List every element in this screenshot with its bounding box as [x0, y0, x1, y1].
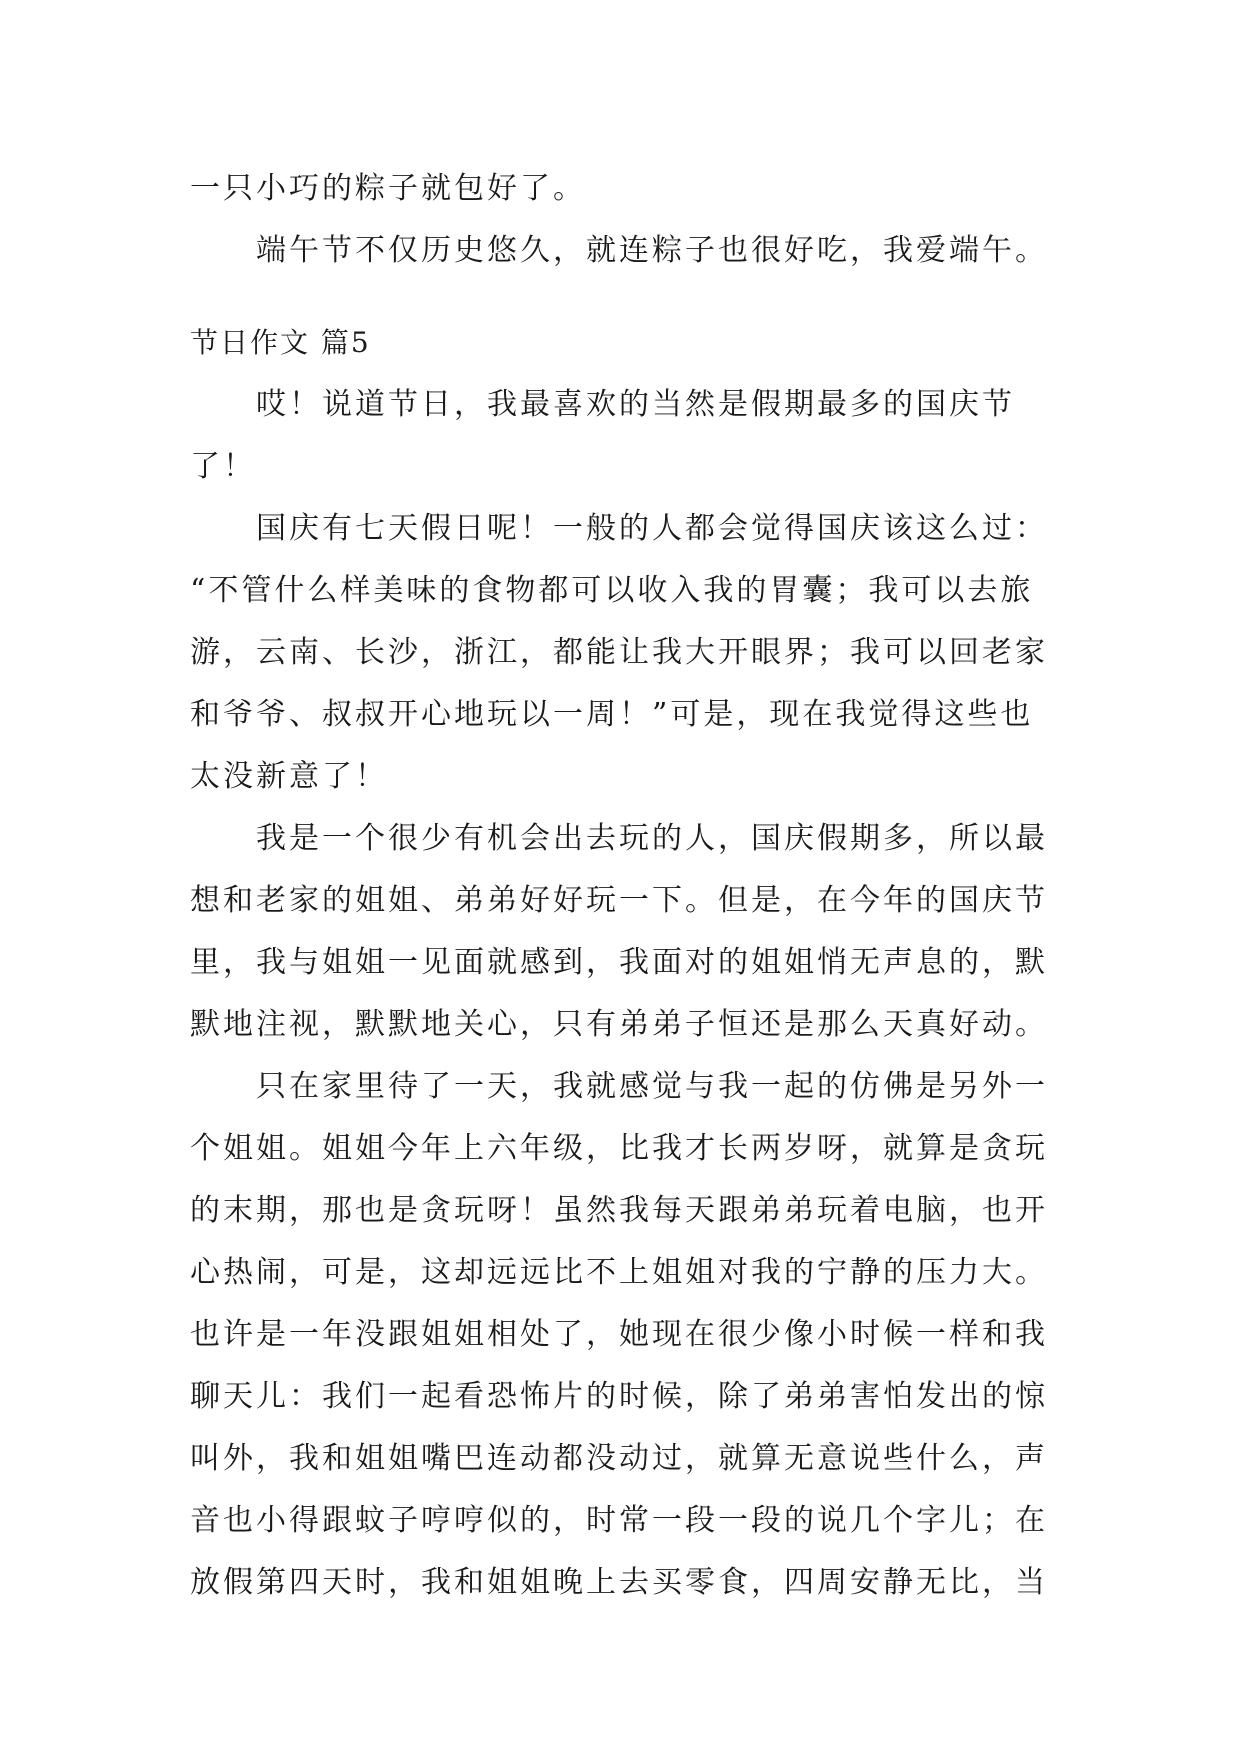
- text-line: 哎！说道节日，我最喜欢的当然是假期最多的国庆节: [256, 387, 1015, 422]
- text-line: 音也小得跟蚊子哼哼似的，时常一段一段的说几个字儿；在: [190, 1503, 1048, 1538]
- text-line: 默地注视，默默地关心，只有弟弟子恒还是那么天真好动。: [190, 1007, 1048, 1042]
- text-line: 游，云南、长沙，浙江，都能让我大开眼界；我可以回老家: [190, 635, 1048, 670]
- text-line: 和爷爷、叔叔开心地玩以一周！”可是，现在我觉得这些也: [190, 697, 1034, 732]
- paragraph: [190, 374, 1070, 498]
- text-line: “不管什么样美味的食物都可以收入我的胃囊；我可以去旅: [190, 573, 1034, 608]
- text-line: 国庆有七天假日呢！一般的人都会觉得国庆该这么过：: [256, 511, 1048, 546]
- paragraph: [190, 808, 1070, 1056]
- text-line: 聊天儿：我们一起看恐怖片的时候，除了弟弟害怕发出的惊: [190, 1379, 1048, 1414]
- text-line: 太没新意了！: [190, 759, 388, 794]
- text-line: 只在家里待了一天，我就感觉与我一起的仿佛是另外一: [256, 1069, 1048, 1104]
- text-line: 的末期，那也是贪玩呀！虽然我每天跟弟弟玩着电脑，也开: [190, 1193, 1048, 1228]
- text-line: 一只小巧的粽子就包好了。: [190, 171, 586, 206]
- paragraph: [190, 1056, 1070, 1614]
- text-line: 里，我与姐姐一见面就感到，我面对的姐姐悄无声息的，默: [190, 945, 1048, 980]
- text-line: 个姐姐。姐姐今年上六年级，比我才长两岁呀，就算是贪玩: [190, 1131, 1048, 1166]
- text-line: 了！: [190, 449, 256, 484]
- text-line: 想和老家的姐姐、弟弟好好玩一下。但是，在今年的国庆节: [190, 883, 1048, 918]
- text-line: 端午节不仅历史悠久，就连粽子也很好吃，我爱端午。: [256, 233, 1048, 268]
- text-line: 我是一个很少有机会出去玩的人，国庆假期多，所以最: [256, 821, 1048, 856]
- text-line: 叫外，我和姐姐嘴巴连动都没动过，就算无意说些什么，声: [190, 1441, 1048, 1476]
- document-body: [190, 158, 1070, 1614]
- text-line: 心热闹，可是，这却远远比不上姐姐对我的宁静的压力大。: [190, 1255, 1048, 1290]
- text-line: 也许是一年没跟姐姐相处了，她现在很少像小时候一样和我: [190, 1317, 1048, 1352]
- text-line: 放假第四天时，我和姐姐晚上去买零食，四周安静无比，当: [190, 1565, 1048, 1600]
- paragraph: [190, 498, 1070, 808]
- section-heading: 节日作文 篇5: [190, 326, 371, 359]
- section-gap: [190, 282, 1070, 312]
